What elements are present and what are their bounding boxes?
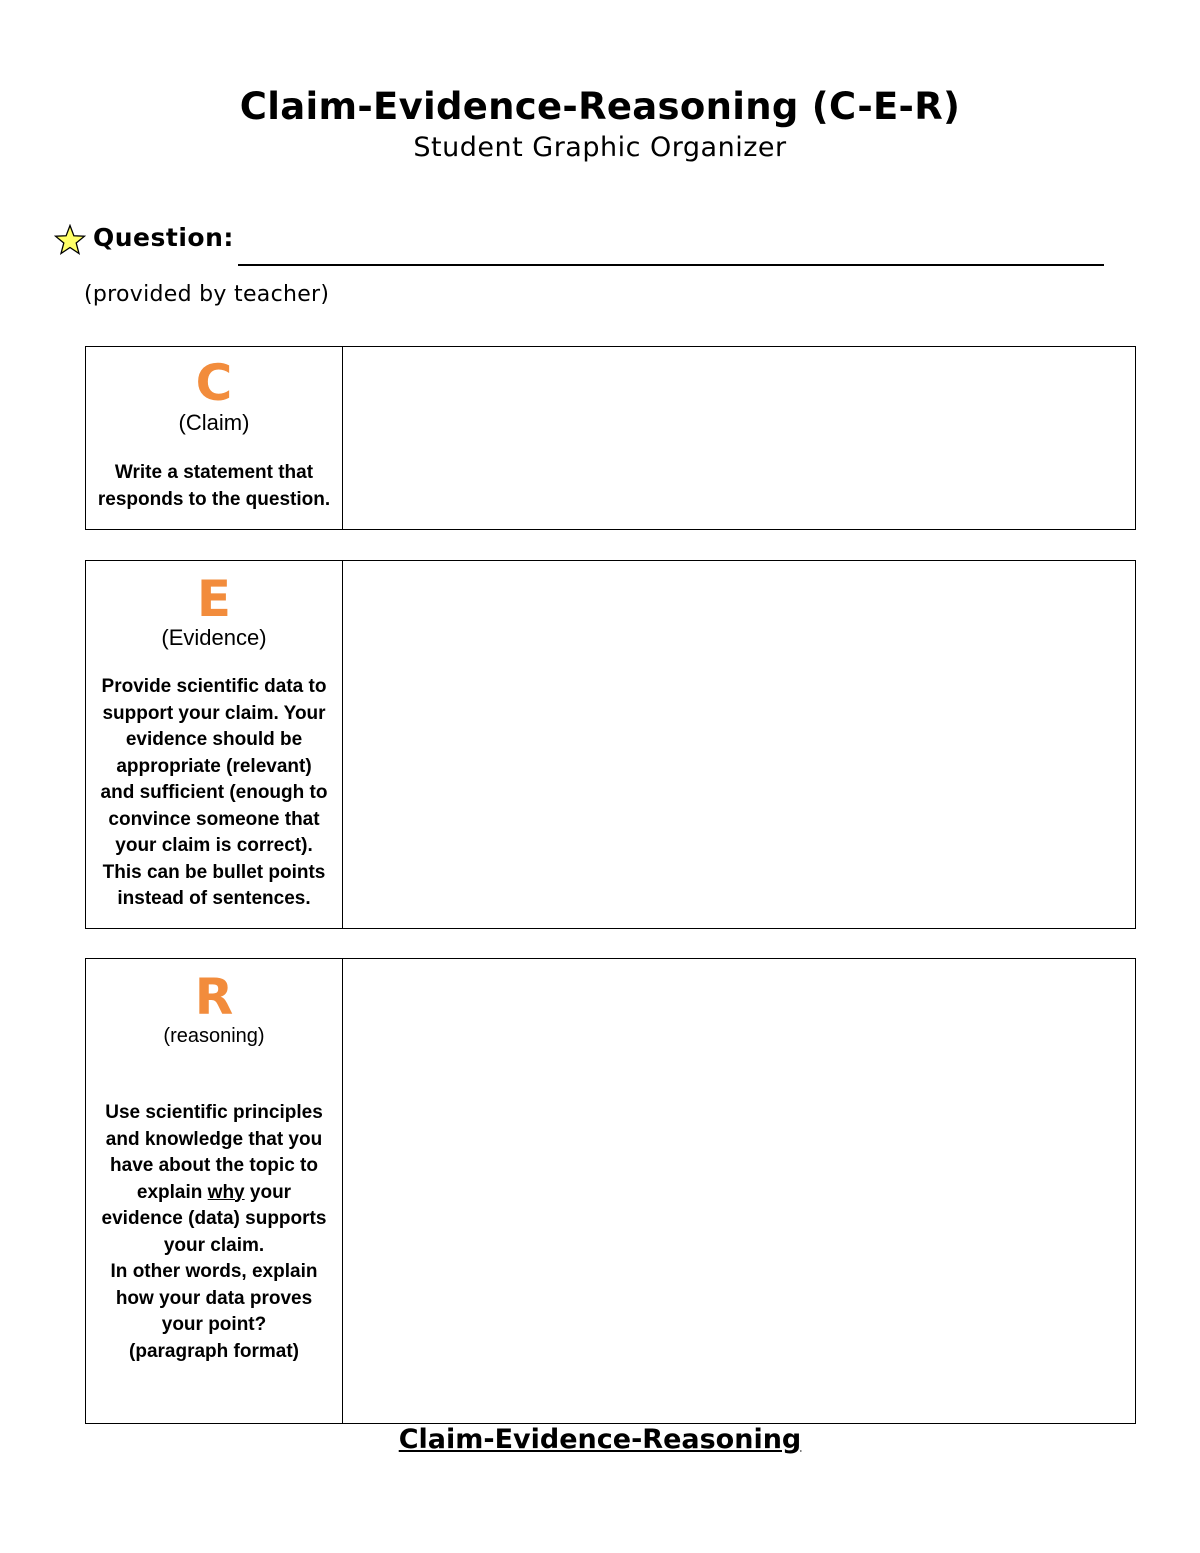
question-label: Question: — [93, 223, 234, 252]
star-icon — [54, 224, 86, 256]
reasoning-label: (reasoning) — [163, 1025, 265, 1047]
claim-prompt-cell — [86, 347, 343, 529]
evidence-label: (Evidence) — [161, 625, 267, 650]
claim-response-area[interactable] — [343, 347, 1135, 529]
evidence-description: Provide scientific data to support your claim. Your evidence should be appropriate (relevant) and sufficient (enough to convince someone that your claim is correct). This can be bullet points instead of sentences. — [100, 676, 328, 909]
footer-heading: Claim-Evidence-Reasoning — [398, 1424, 802, 1455]
reasoning-letter: R — [194, 968, 234, 1026]
reasoning-response-area[interactable] — [343, 959, 1135, 1423]
question-note: (provided by teacher) — [84, 282, 330, 307]
claim-letter: C — [195, 354, 233, 412]
evidence-letter: E — [196, 570, 232, 628]
evidence-section — [85, 560, 1136, 929]
emphasis-why: why — [207, 1181, 245, 1203]
evidence-prompt-cell — [86, 561, 343, 928]
reasoning-section — [85, 958, 1136, 1424]
reasoning-prompt-cell — [86, 959, 343, 1423]
evidence-response-area[interactable] — [343, 561, 1135, 928]
question-answer-line[interactable] — [238, 264, 1104, 266]
claim-description: Write a statement that responds to the question. — [97, 462, 331, 510]
page-subtitle: Student Graphic Organizer — [413, 132, 787, 163]
page-title: Claim-Evidence-Reasoning (C-E-R) — [239, 85, 961, 128]
claim-label: (Claim) — [178, 410, 250, 435]
reasoning-description: Use scientific principles and knowledge that you have about the topic to explain why your evidence (data) supports your claim. In other words, explain how your data proves your point? (paragraph format) — [101, 1102, 327, 1362]
claim-section — [85, 346, 1136, 530]
